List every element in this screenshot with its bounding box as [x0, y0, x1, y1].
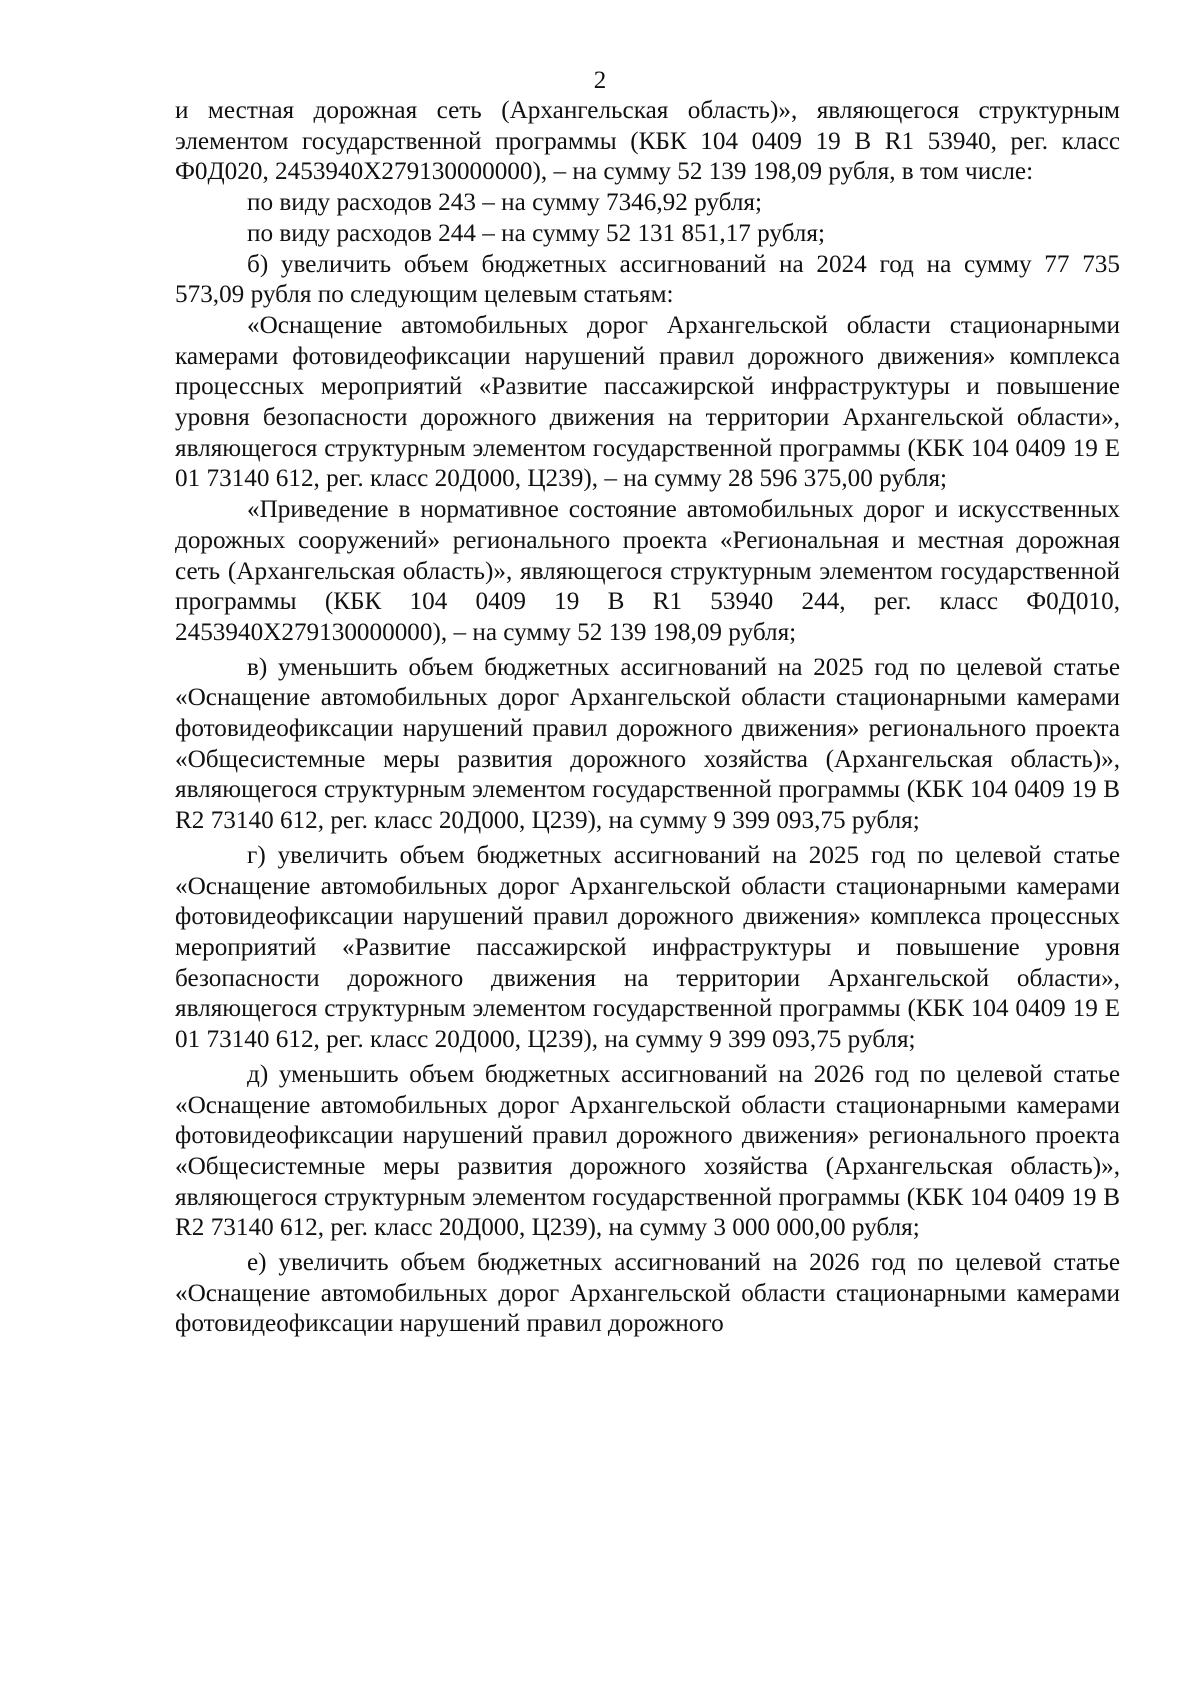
- paragraph-item-g: г) увеличить объем бюджетных ассигнований на 2025 год по целевой статье «Оснащение автомобильных дорог Архангельской области стационарными камерами фотовидеофиксации нарушений правил дорожного движения» комплекса процессных мероприятий «Развитие пассажирской инфраструктуры и повышение уровня безопасности дорожного движения на территории Архангельской области», являющегося структурным элементом государственной программы (КБК 104 0409 19 Е 01 73140 612, рег. класс 20Д000, Ц239), на сумму 9 399 093,75 рубля;: [175, 841, 1120, 1054]
- paragraph-item-b-article-2: «Приведение в нормативное состояние автомобильных дорог и искусственных дорожных сооружений» регионального проекта «Региональная и местная дорожная сеть (Архангельская область)», являющегося структурным элементом государственной программы (КБК 104 0409 19 В R1 53940 244, рег. класс Ф0Д010, 2453940Х279130000000), – на сумму 52 139 198,09 рубля;: [175, 496, 1120, 646]
- paragraph-expense-243: по виду расходов 243 – на сумму 7346,92 рубля;: [247, 189, 762, 217]
- paragraph-item-v: в) уменьшить объем бюджетных ассигнований на 2025 год по целевой статье «Оснащение автомобильных дорог Архангельской области стационарными камерами фотовидеофиксации нарушений правил дорожного движения» регионального проекта «Общесистемные меры развития дорожного хозяйства (Архангельская область)», являющегося структурным элементом государственной программы (КБК 104 0409 19 В R2 73140 612, рег. класс 20Д000, Ц239), на сумму 9 399 093,75 рубля;: [175, 653, 1120, 835]
- paragraph-continuation: и местная дорожная сеть (Архангельская область)», являющегося структурным элементом государственной программы (КБК 104 0409 19 В R1 53940, рег. класс Ф0Д020, 2453940Х279130000000), – на сумму 52 139 198,09 рубля, в том числе:: [175, 97, 1120, 186]
- paragraph-expense-244: по виду расходов 244 – на сумму 52 131 851,17 рубля;: [247, 219, 825, 247]
- page-number: 2: [593, 67, 607, 94]
- document-body: [175, 96, 1120, 1340]
- paragraph-item-e: е) увеличить объем бюджетных ассигнований на 2026 год по целевой статье «Оснащение автомобильных дорог Архангельской области стационарными камерами фотовидеофиксации нарушений правил дорожного: [175, 1249, 1120, 1338]
- paragraph-item-b-article-1: «Оснащение автомобильных дорог Архангельской области стационарными камерами фотовидеофиксации нарушений правил дорожного движения» комплекса процессных мероприятий «Развитие пассажирской инфраструктуры и повышение уровня безопасности дорожного движения на территории Архангельской области», являющегося структурным элементом государственной программы (КБК 104 0409 19 Е 01 73140 612, рег. класс 20Д000, Ц239), – на сумму 28 596 375,00 рубля;: [175, 311, 1120, 493]
- paragraph-item-b: б) увеличить объем бюджетных ассигнований на 2024 год на сумму 77 735 573,09 рубля по следующим целевым статьям:: [175, 250, 1120, 309]
- paragraph-item-d: д) уменьшить объем бюджетных ассигнований на 2026 год по целевой статье «Оснащение автомобильных дорог Архангельской области стационарными камерами фотовидеофиксации нарушений правил дорожного движения» регионального проекта «Общесистемные меры развития дорожного хозяйства (Архангельская область)», являющегося структурным элементом государственной программы (КБК 104 0409 19 В R2 73140 612, рег. класс 20Д000, Ц239), на сумму 3 000 000,00 рубля;: [175, 1060, 1120, 1242]
